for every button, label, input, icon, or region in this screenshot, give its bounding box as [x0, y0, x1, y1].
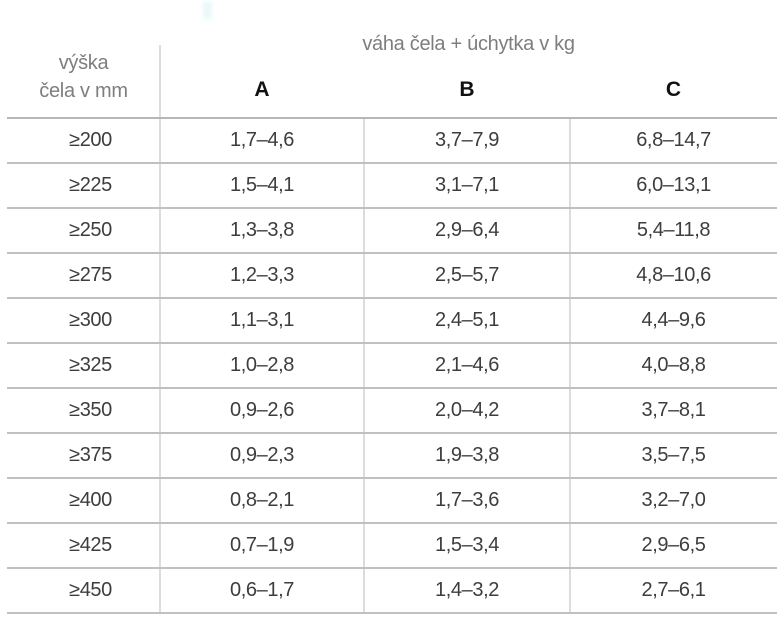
- value-cell-c: 4,4–9,6: [570, 298, 777, 343]
- table-row: [7, 478, 777, 523]
- row-label-cell: ≥425: [7, 523, 160, 568]
- corner-header: [7, 26, 160, 118]
- row-label-cell: ≥250: [7, 208, 160, 253]
- row-label-cell: ≥450: [7, 568, 160, 613]
- corner-header-line1: výška: [58, 51, 109, 74]
- value-cell-b: 1,9–3,8: [364, 433, 570, 478]
- value-cell-b: 2,9–6,4: [364, 208, 570, 253]
- group-header-row: [7, 26, 777, 62]
- value-cell-a: 1,5–4,1: [160, 163, 364, 208]
- table-row: [7, 298, 777, 343]
- value-cell-a: 0,8–2,1: [160, 478, 364, 523]
- value-cell-c: 4,0–8,8: [570, 343, 777, 388]
- row-label-cell: ≥375: [7, 433, 160, 478]
- column-header-b: B: [364, 62, 570, 118]
- value-cell-a: 0,9–2,3: [160, 433, 364, 478]
- table-row: [7, 568, 777, 613]
- group-header: váha čela + úchytka v kg: [362, 32, 575, 55]
- value-cell-a: 0,6–1,7: [160, 568, 364, 613]
- table-header: [7, 26, 777, 118]
- value-cell-c: 3,5–7,5: [570, 433, 777, 478]
- table-body: [7, 118, 777, 613]
- value-cell-b: 1,4–3,2: [364, 568, 570, 613]
- value-cell-c: 2,7–6,1: [570, 568, 777, 613]
- value-cell-b: 1,5–3,4: [364, 523, 570, 568]
- value-cell-a: 1,7–4,6: [160, 118, 364, 163]
- screenshot-smudge-artifact: [203, 2, 212, 19]
- row-label-cell: ≥275: [7, 253, 160, 298]
- row-label-cell: ≥350: [7, 388, 160, 433]
- row-label-cell: ≥300: [7, 298, 160, 343]
- value-cell-a: 0,7–1,9: [160, 523, 364, 568]
- value-cell-a: 0,9–2,6: [160, 388, 364, 433]
- row-label-cell: ≥325: [7, 343, 160, 388]
- value-cell-b: 3,1–7,1: [364, 163, 570, 208]
- value-cell-b: 2,0–4,2: [364, 388, 570, 433]
- value-cell-c: 5,4–11,8: [570, 208, 777, 253]
- value-cell-c: 3,7–8,1: [570, 388, 777, 433]
- value-cell-b: 3,7–7,9: [364, 118, 570, 163]
- row-label-cell: ≥200: [7, 118, 160, 163]
- table-row: [7, 523, 777, 568]
- column-header-a: A: [160, 62, 364, 118]
- value-cell-b: 2,4–5,1: [364, 298, 570, 343]
- weight-spec-table: [7, 26, 777, 614]
- column-header-c: C: [570, 62, 777, 118]
- value-cell-c: 3,2–7,0: [570, 478, 777, 523]
- table-row: [7, 208, 777, 253]
- value-cell-c: 4,8–10,6: [570, 253, 777, 298]
- table-row: [7, 253, 777, 298]
- table-row: [7, 343, 777, 388]
- row-label-cell: ≥225: [7, 163, 160, 208]
- value-cell-a: 1,1–3,1: [160, 298, 364, 343]
- value-cell-c: 6,8–14,7: [570, 118, 777, 163]
- value-cell-a: 1,2–3,3: [160, 253, 364, 298]
- value-cell-a: 1,0–2,8: [160, 343, 364, 388]
- value-cell-a: 1,3–3,8: [160, 208, 364, 253]
- value-cell-c: 6,0–13,1: [570, 163, 777, 208]
- table-row: [7, 163, 777, 208]
- value-cell-b: 2,1–4,6: [364, 343, 570, 388]
- value-cell-c: 2,9–6,5: [570, 523, 777, 568]
- corner-header-line2: čela v mm: [39, 79, 128, 102]
- table-row: [7, 388, 777, 433]
- value-cell-b: 1,7–3,6: [364, 478, 570, 523]
- table-row: [7, 433, 777, 478]
- table-row: [7, 118, 777, 163]
- value-cell-b: 2,5–5,7: [364, 253, 570, 298]
- row-label-cell: ≥400: [7, 478, 160, 523]
